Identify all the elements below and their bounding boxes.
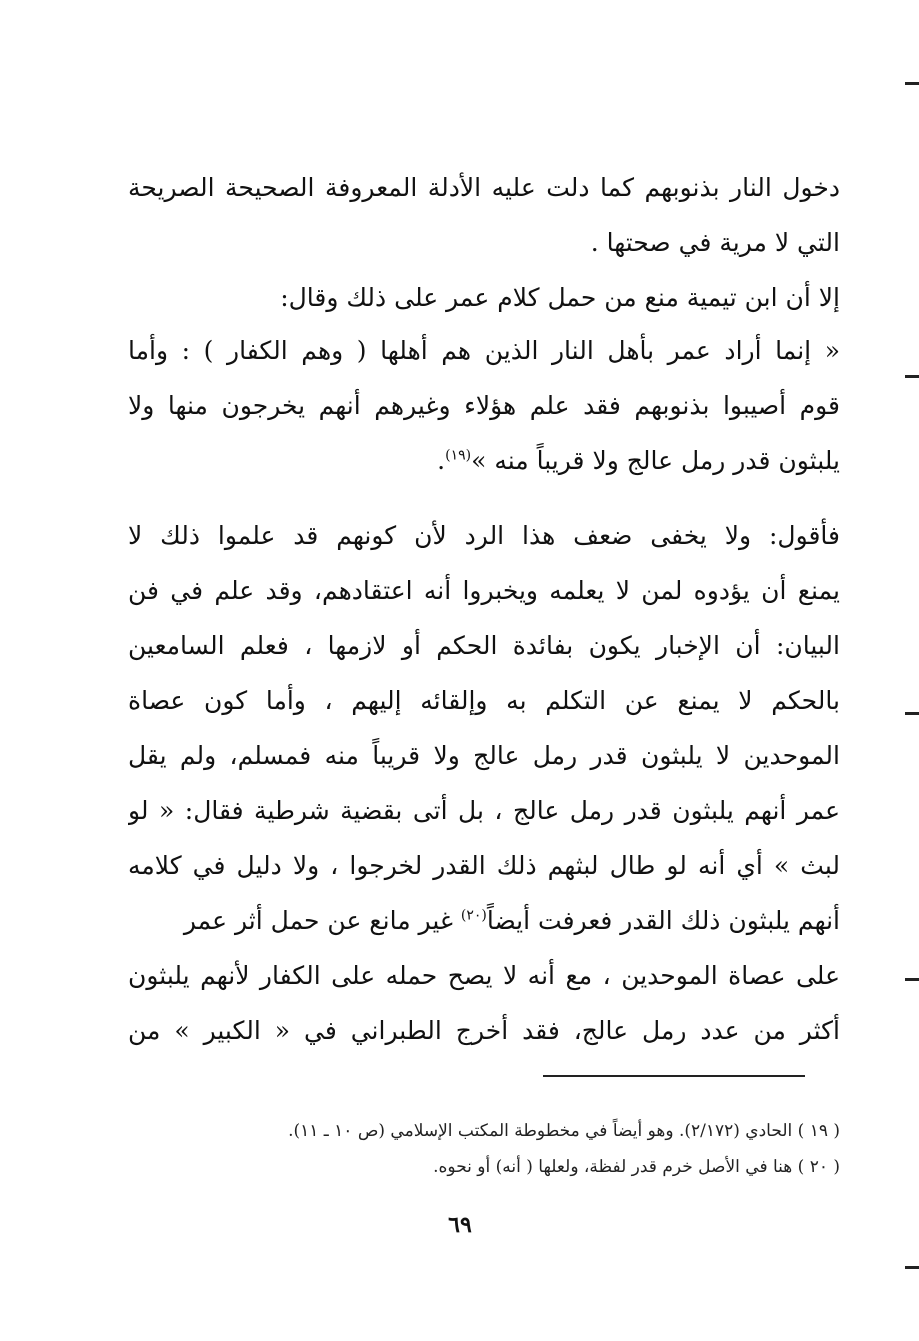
text-line: التي لا مرية في صحتها . — [590, 228, 840, 257]
quotation-paragraph — [128, 323, 840, 488]
text-line: إلا أن ابن تيمية منع من حمل كلام عمر على ذلك وقال: — [280, 283, 840, 312]
text-line: فأقول: ولا يخفى ضعف هذا الرد لأن كونهم قد علموا ذلك لا — [128, 521, 840, 550]
footnote-ref-20: (٢٠) — [460, 907, 487, 924]
text-line: يمنع أن يؤدوه لمن لا يعلمه ويخبروا أنه اعتقادهم، وقد علم في فن — [128, 576, 840, 605]
text-line: أكثر من عدد رمل عالج، فقد أخرج الطبراني في « الكبير » من — [128, 1016, 840, 1045]
period: . — [437, 446, 446, 475]
footnote-20: ( ٢٠ ) هنا في الأصل خرم قدر لفظة، ولعلها ( أنه) أو نحوه. — [433, 1157, 840, 1177]
text-line: « إنما أراد عمر بأهل النار الذين هم أهلها ( وهم الكفار ) : وأما — [128, 336, 840, 365]
text-after-ref: غير مانع عن حمل أثر عمر — [183, 906, 461, 935]
footnote-ref-19: (١٩) — [445, 447, 472, 464]
edge-mark — [905, 712, 919, 715]
text-line: قوم أصيبوا بذنوبهم فقد علم هؤلاء وغيرهم أنهم يخرجون منها ولا — [128, 391, 840, 420]
edge-mark — [905, 375, 919, 378]
text-line: على عصاة الموحدين ، مع أنه لا يصح حمله على الكفار لأنهم يلبثون — [128, 961, 840, 990]
footnote-separator — [543, 1075, 805, 1077]
edge-mark — [905, 82, 919, 85]
text-line: بالحكم لا يمنع عن التكلم به وإلقائه إليهم ، وأما كون عصاة — [128, 686, 840, 715]
text-line: عمر أنهم يلبثون قدر رمل عالج ، بل أتى بقضية شرطية فقال: « لو — [128, 796, 840, 825]
text-before-ref: أنهم يلبثون ذلك القدر فعرفت أيضاً — [486, 906, 840, 935]
quote-end-text: يلبثون قدر رمل عالج ولا قريباً منه » — [471, 446, 840, 475]
text-line — [128, 433, 840, 488]
footnotes — [128, 1113, 840, 1185]
text-line — [128, 893, 840, 948]
edge-mark — [905, 978, 919, 981]
paragraph-3 — [128, 508, 840, 1058]
paragraph-1 — [128, 160, 840, 325]
edge-mark — [905, 1266, 919, 1269]
page-number: ٦٩ — [448, 1212, 472, 1238]
text-line: دخول النار بذنوبهم كما دلت عليه الأدلة المعروفة الصحيحة الصريحة — [128, 173, 840, 202]
text-line: البيان: أن الإخبار يكون بفائدة الحكم أو لازمها ، فعلم السامعين — [128, 631, 840, 660]
text-line: الموحدين لا يلبثون قدر رمل عالج ولا قريباً منه فمسلم، ولم يقل — [128, 741, 840, 770]
footnote-19: ( ١٩ ) الحادي (٢/١٧٢). وهو أيضاً في مخطوطة المكتب الإسلامي (ص ١٠ ـ ١١). — [288, 1121, 840, 1141]
text-line: لبث » أي أنه لو طال لبثهم ذلك القدر لخرجوا ، ولا دليل في كلامه — [128, 851, 840, 880]
